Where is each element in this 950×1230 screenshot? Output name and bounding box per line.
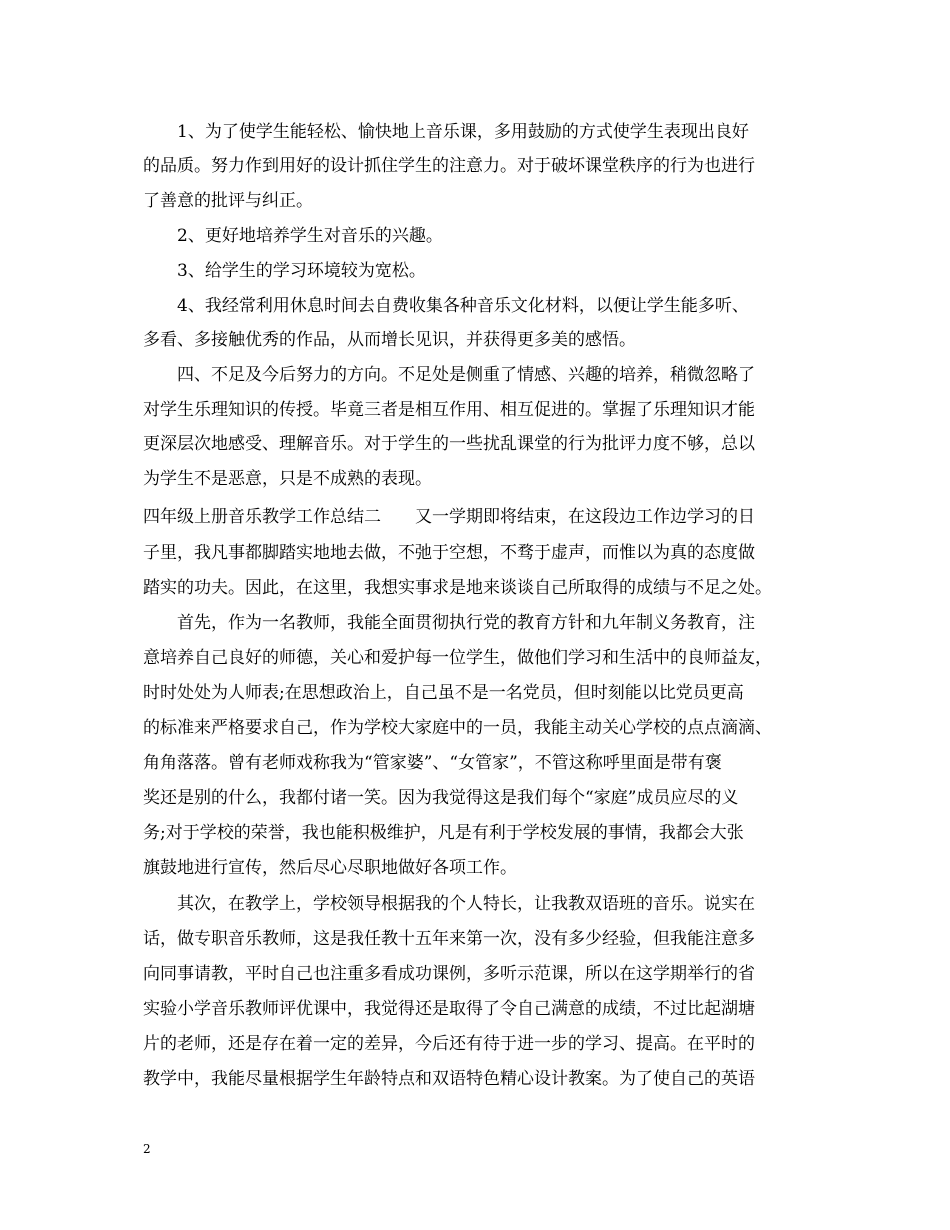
text-line: 4、我经常利用休息时间去自费收集各种音乐文化材料，以便让学生能多听、 [177,296,749,316]
text-line: 务;对于学校的荣誉，我也能积极维护，凡是有利于学校发展的事情，我都会大张 [143,823,744,843]
text-line: 踏实的功夫。因此，在这里，我想实事求是地来谈谈自己所取得的成绩与不足之处。 [143,578,772,598]
text-line: 四、不足及今后努力的方向。不足处是侧重了情感、兴趣的培养，稍微忽略了 [177,365,755,385]
text-line: 2、更好地培养学生对音乐的兴趣。 [177,226,443,246]
text-line: 奖还是别的什么，我都付诸一笑。因为我觉得这是我们每个“家庭”成员应尽的义 [143,788,739,808]
text-line: 角角落落。曾有老师戏称我为“管家婆”、“女管家”，不管这称呼里面是带有褒 [143,753,722,773]
text-line: 了善意的批评与纠正。 [143,191,313,211]
text-line: 的品质。努力作到用好的设计抓住学生的注意力。对于破坏课堂秩序的行为也进行 [143,156,755,176]
text-line: 3、给学生的学习环境较为宽松。 [177,261,426,281]
text-line: 时时处处为人师表;在思想政治上，自己虽不是一名党员，但时刻能以比党员更高 [143,683,744,703]
section-title-line: 四年级上册音乐教学工作总结二 又一学期即将结束，在这段边工作边学习的日 [143,507,755,527]
text-line: 实验小学音乐教师评优课中，我觉得还是取得了令自己满意的成绩，不过比起湖塘 [143,999,755,1019]
text-line: 对学生乐理知识的传授。毕竟三者是相互作用、相互促进的。掌握了乐理知识才能 [143,400,755,420]
text-line: 多看、多接触优秀的作品，从而增长见识，并获得更多美的感悟。 [143,330,636,350]
text-line: 教学中，我能尽量根据学生年龄特点和双语特色精心设计教案。为了使自己的英语 [143,1069,755,1089]
text-line: 意培养自己良好的师德，关心和爱护每一位学生，做他们学习和生活中的良师益友， [143,648,772,668]
text-line: 旗鼓地进行宣传，然后尽心尽职地做好各项工作。 [143,858,517,878]
text-line: 子里，我凡事都脚踏实地地去做，不弛于空想，不骛于虚声，而惟以为真的态度做 [143,543,755,563]
text-line: 其次，在教学上，学校领导根据我的个人特长，让我教双语班的音乐。说实在 [177,894,755,914]
text-line: 向同事请教，平时自己也注重多看成功课例，多听示范课，所以在这学期举行的省 [143,964,755,984]
text-line: 1、为了使学生能轻松、愉快地上音乐课，多用鼓励的方式使学生表现出良好 [177,122,749,142]
text-line: 为学生不是恶意，只是不成熟的表现。 [143,469,432,489]
text-line: 首先，作为一名教师，我能全面贯彻执行党的教育方针和九年制义务教育，注 [177,613,755,633]
page-number: 2 [143,1142,151,1156]
text-line: 更深层次地感受、理解音乐。对于学生的一些扰乱课堂的行为批评力度不够，总以 [143,434,755,454]
text-line: 话，做专职音乐教师，这是我任教十五年来第一次，没有多少经验，但我能注意多 [143,929,755,949]
text-line: 片的老师，还是存在着一定的差异，今后还有待于进一步的学习、提高。在平时的 [143,1034,755,1054]
text-line: 的标准来严格要求自己，作为学校大家庭中的一员，我能主动关心学校的点点滴滴、 [143,718,772,738]
